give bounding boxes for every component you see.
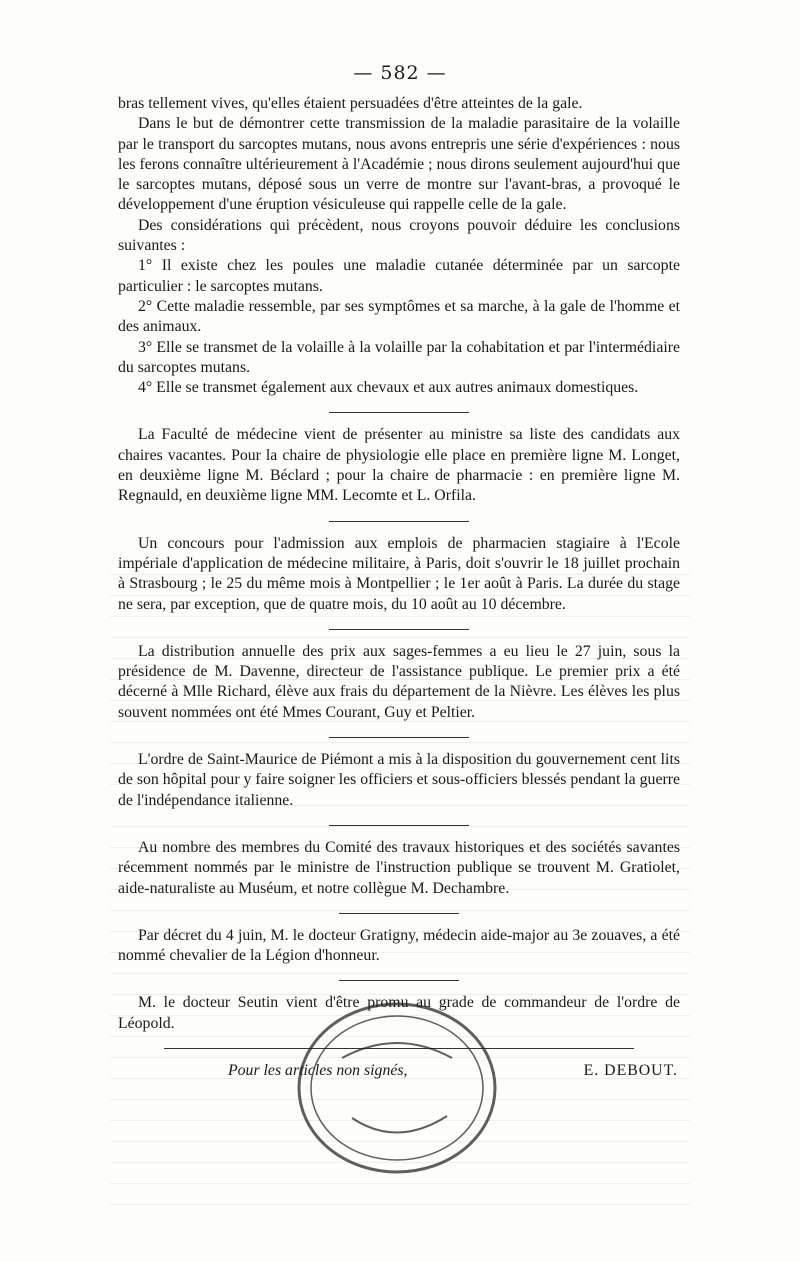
separator-rule	[339, 913, 459, 914]
separator-rule	[329, 521, 469, 522]
text-column	[118, 94, 680, 1081]
signature-author: E. DEBOUT.	[583, 1061, 678, 1079]
news-item: M. le docteur Seutin vient d'être promu au grade de commandeur de l'ordre de Léopold.	[118, 994, 680, 1032]
separator-rule	[329, 737, 469, 738]
page-number: — 582 —	[353, 62, 447, 84]
article-conclusion	[118, 94, 680, 398]
news-item: Par décret du 4 juin, M. le docteur Gratigny, médecin aide-major au 3e zouaves, a été nommé chevalier de la Légion d'honneur.	[118, 926, 680, 965]
paragraph: Dans le but de démontrer cette transmission de la maladie parasitaire de la volaille par le transport du sarcoptes mutans, nous avons entrepris une série d'expériences : nous les ferons connaître ultérieurement à l'Académie ; nous dirons seulement aujourd'hui que le sarcoptes mutans, déposé sous un verre de montre sur l'avant-bras, a provoqué le développement d'une éruption vésiculeuse qui rappelle celle de la gale.	[118, 115, 680, 214]
conclusion-item: 3° Elle se transmet de la volaille à la volaille par la cohabitation et par l'intermédiaire du sarcoptes mutans.	[118, 338, 680, 376]
news-item: La distribution annuelle des prix aux sages-femmes a eu lieu le 27 juin, sous la présidence de M. Davenne, directeur de l'assistance publique. Le premier prix a été décerné à Mlle Richard, élève aux frais du département de la Nièvre. Les élèves les plus souvent nommées ont été Mmes Courant, Guy et Peltier.	[118, 642, 680, 721]
separator-rule	[329, 825, 469, 826]
news-item: L'ordre de Saint-Maurice de Piémont a mis à la disposition du gouvernement cent lits de son hôpital pour y faire soigner les officiers et sous-officiers blessés pendant la guerre de l'indépendance italienne.	[118, 751, 680, 809]
paragraph: bras tellement vives, qu'elles étaient persuadées d'être atteintes de la gale.	[118, 95, 583, 112]
separator-rule	[164, 1048, 634, 1049]
signature-line	[118, 1061, 680, 1081]
signature-note: Pour les articles non signés,	[228, 1061, 408, 1079]
separator-rule	[329, 412, 469, 413]
news-item: Un concours pour l'admission aux emplois de pharmacien stagiaire à l'Ecole impériale d'application de médecine militaire, à Paris, doit s'ouvrir le 18 juillet prochain à Strasbourg ; le 25 du même mois à Montpellier ; le 1er août à Paris. La durée du stage ne sera, par exception, que de quatre mois, du 10 août au 10 décembre.	[118, 534, 680, 613]
conclusion-item: 2° Cette maladie ressemble, par ses symptômes et sa marche, à la gale de l'homme et des animaux.	[118, 297, 680, 336]
paragraph: Des considérations qui précèdent, nous croyons pouvoir déduire les conclusions suivantes :	[118, 216, 680, 255]
conclusion-item: 4° Elle se transmet également aux chevaux et aux autres animaux domestiques.	[138, 379, 639, 397]
news-item: Au nombre des membres du Comité des travaux historiques et des sociétés savantes récemment nommés par le ministre de l'instruction publique se trouvent M. Gratiolet, aide-naturaliste au Muséum, et notre collègue M. Dechambre.	[118, 838, 680, 897]
separator-rule	[339, 980, 459, 981]
conclusion-item: 1° Il existe chez les poules une maladie cutanée déterminée par un sarcopte particulier : le sarcoptes mutans.	[118, 257, 680, 295]
separator-rule	[329, 629, 469, 630]
news-item: La Faculté de médecine vient de présenter au ministre sa liste des candidats aux chaires vacantes. Pour la chaire de physiologie elle place en première ligne M. Longet, en deuxième ligne M. Béclard ; pour la chaire de pharmacie : en première ligne M. Regnauld, en deuxième ligne MM. Lecomte et L. Orfila.	[118, 426, 680, 505]
